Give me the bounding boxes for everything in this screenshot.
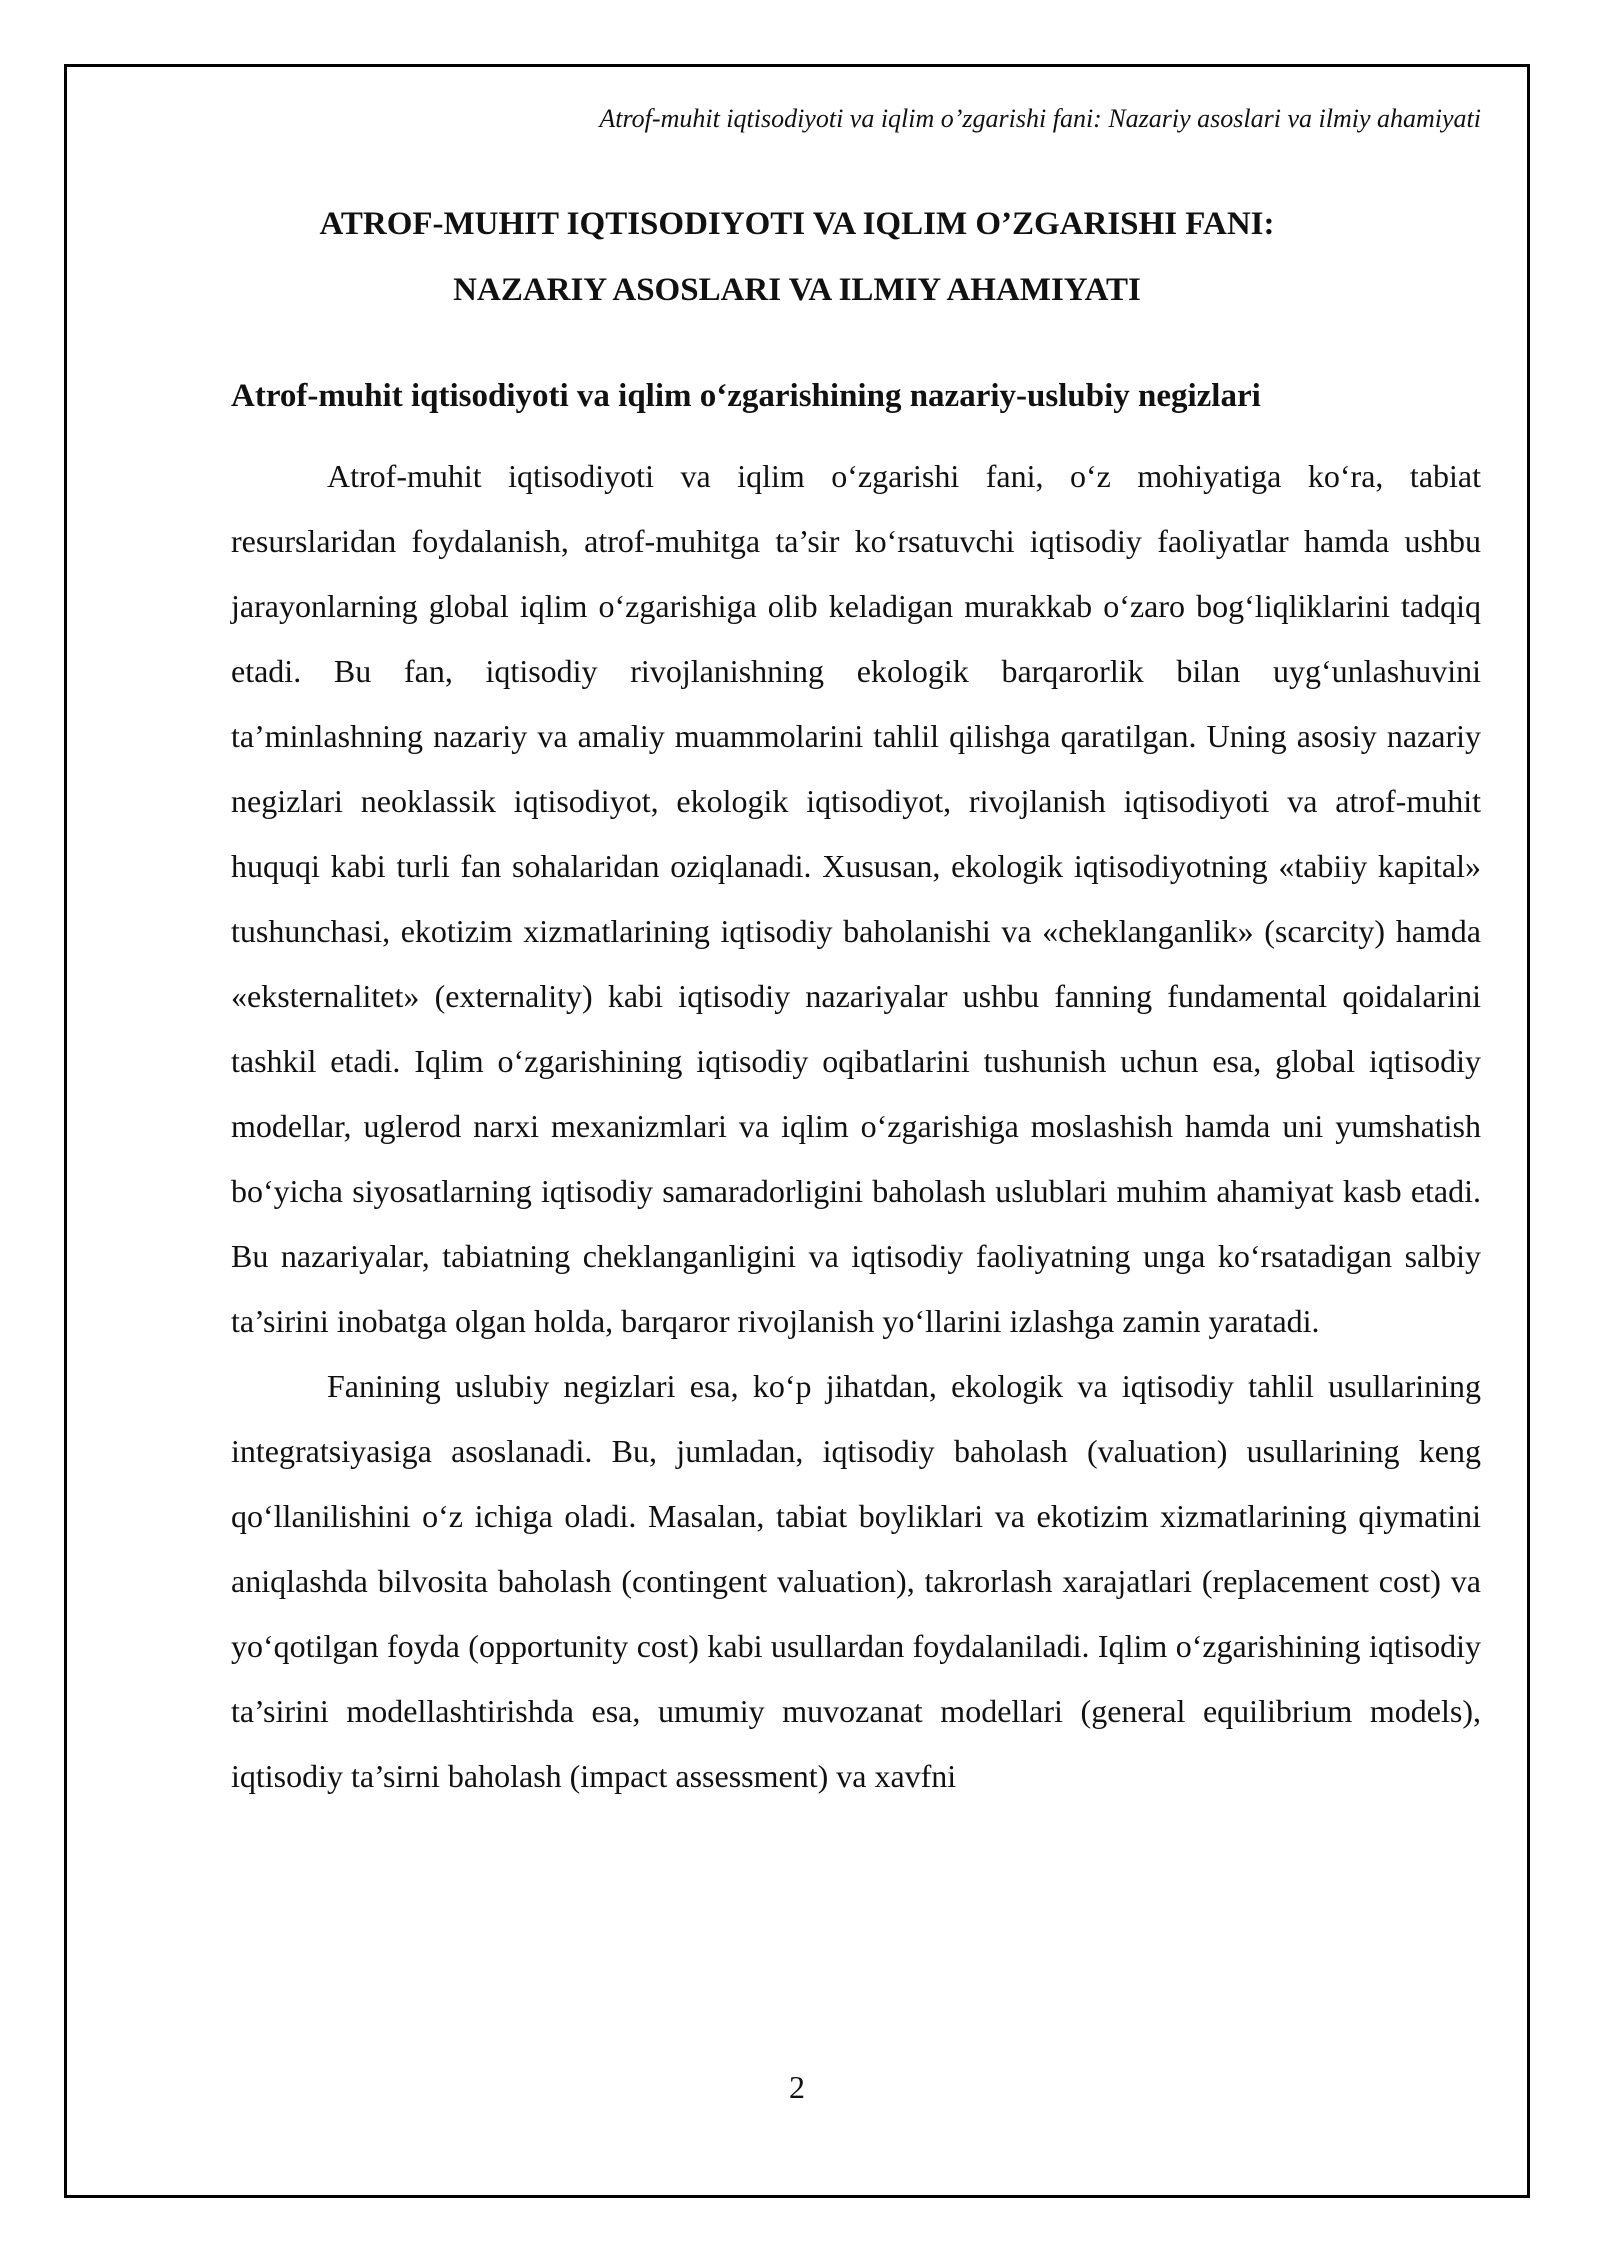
paragraph-1: Atrof-muhit iqtisodiyoti va iqlim o‘zgarishi fani, o‘z mohiyatiga ko‘ra, tabiat resurslaridan foydalanish, atrof-muhitga ta’sir ko‘rsatuvchi iqtisodiy faoliyatlar hamda ushbu jarayonlarning global iqlim o‘zgarishiga olib keladigan murakkab o‘zaro bog‘liqliklarini tadqiq etadi. Bu fan, iqtisodiy rivojlanishning ekologik barqarorlik bilan uyg‘unlashuvini ta’minlashning nazariy va amaliy muammolarini tahlil qilishga qaratilgan. Uning asosiy nazariy negizlari neoklassik iqtisodiyot, ekologik iqtisodiyot, rivojlanish iqtisodiyoti va atrof-muhit huquqi kabi turli fan sohalaridan oziqlanadi. Xususan, ekologik iqtisodiyotning «tabiiy kapital» tushunchasi, ekotizim xizmatlarining iqtisodiy baholanishi va «cheklanganlik» (scarcity) hamda «eksternalitet» (externality) kabi iqtisodiy nazariyalar ushbu fanning fundamental qoidalarini tashkil etadi. Iqlim o‘zgarishining iqtisodiy oqibatlarini tushunish uchun esa, global iqtisodiy modellar, uglerod narxi mexanizmlari va iqlim o‘zgarishiga moslashish hamda uni yumshatish bo‘yicha siyosatlarning iqtisodiy samaradorligini baholash uslublari muhim ahamiyat kasb etadi. Bu nazariyalar, tabiatning cheklanganligini va iqtisodiy faoliyatning unga ko‘rsatadigan salbiy ta’sirini inobatga olgan holda, barqaror rivojlanish yo‘llarini izlashga zamin yaratadi.: [231, 458, 1481, 1339]
document-title: [227, 191, 1367, 323]
body-text: [231, 444, 1481, 1809]
section-heading: Atrof-muhit iqtisodiyoti va iqlim o‘zgarishining nazariy-uslubiy negizlari: [231, 378, 1261, 414]
paragraph-2: Fanining uslubiy negizlari esa, ko‘p jihatdan, ekologik va iqtisodiy tahlil usullarining integratsiyasiga asoslanadi. Bu, jumladan, iqtisodiy baholash (valuation) usullarining keng qo‘llanilishini o‘z ichiga oladi. Masalan, tabiat boyliklari va ekotizim xizmatlarining qiymatini aniqlashda bilvosita baholash (contingent valuation), takrorlash xarajatlari (replacement cost) va yo‘qotilgan foyda (opportunity cost) kabi usullardan foydalaniladi. Iqlim o‘zgarishining iqtisodiy ta’sirini modellashtirishda esa, umumiy muvozanat modellari (general equilibrium models), iqtisodiy ta’sirni baholash (impact assessment) va xavfni: [231, 1368, 1481, 1794]
running-header: Atrof-muhit iqtisodiyoti va iqlim o’zgarishi fani: Nazariy asoslari va ilmiy ahamiyati: [599, 104, 1481, 133]
document-title-line-2: NAZARIY ASOSLARI VA ILMIY AHAMIYATI: [453, 272, 1141, 308]
document-title-line-1: ATROF-MUHIT IQTISODIYOTI VA IQLIM O’ZGARISHI FANI:: [319, 206, 1275, 242]
page-frame: [64, 64, 1530, 2198]
page-number: 2: [789, 2069, 805, 2105]
